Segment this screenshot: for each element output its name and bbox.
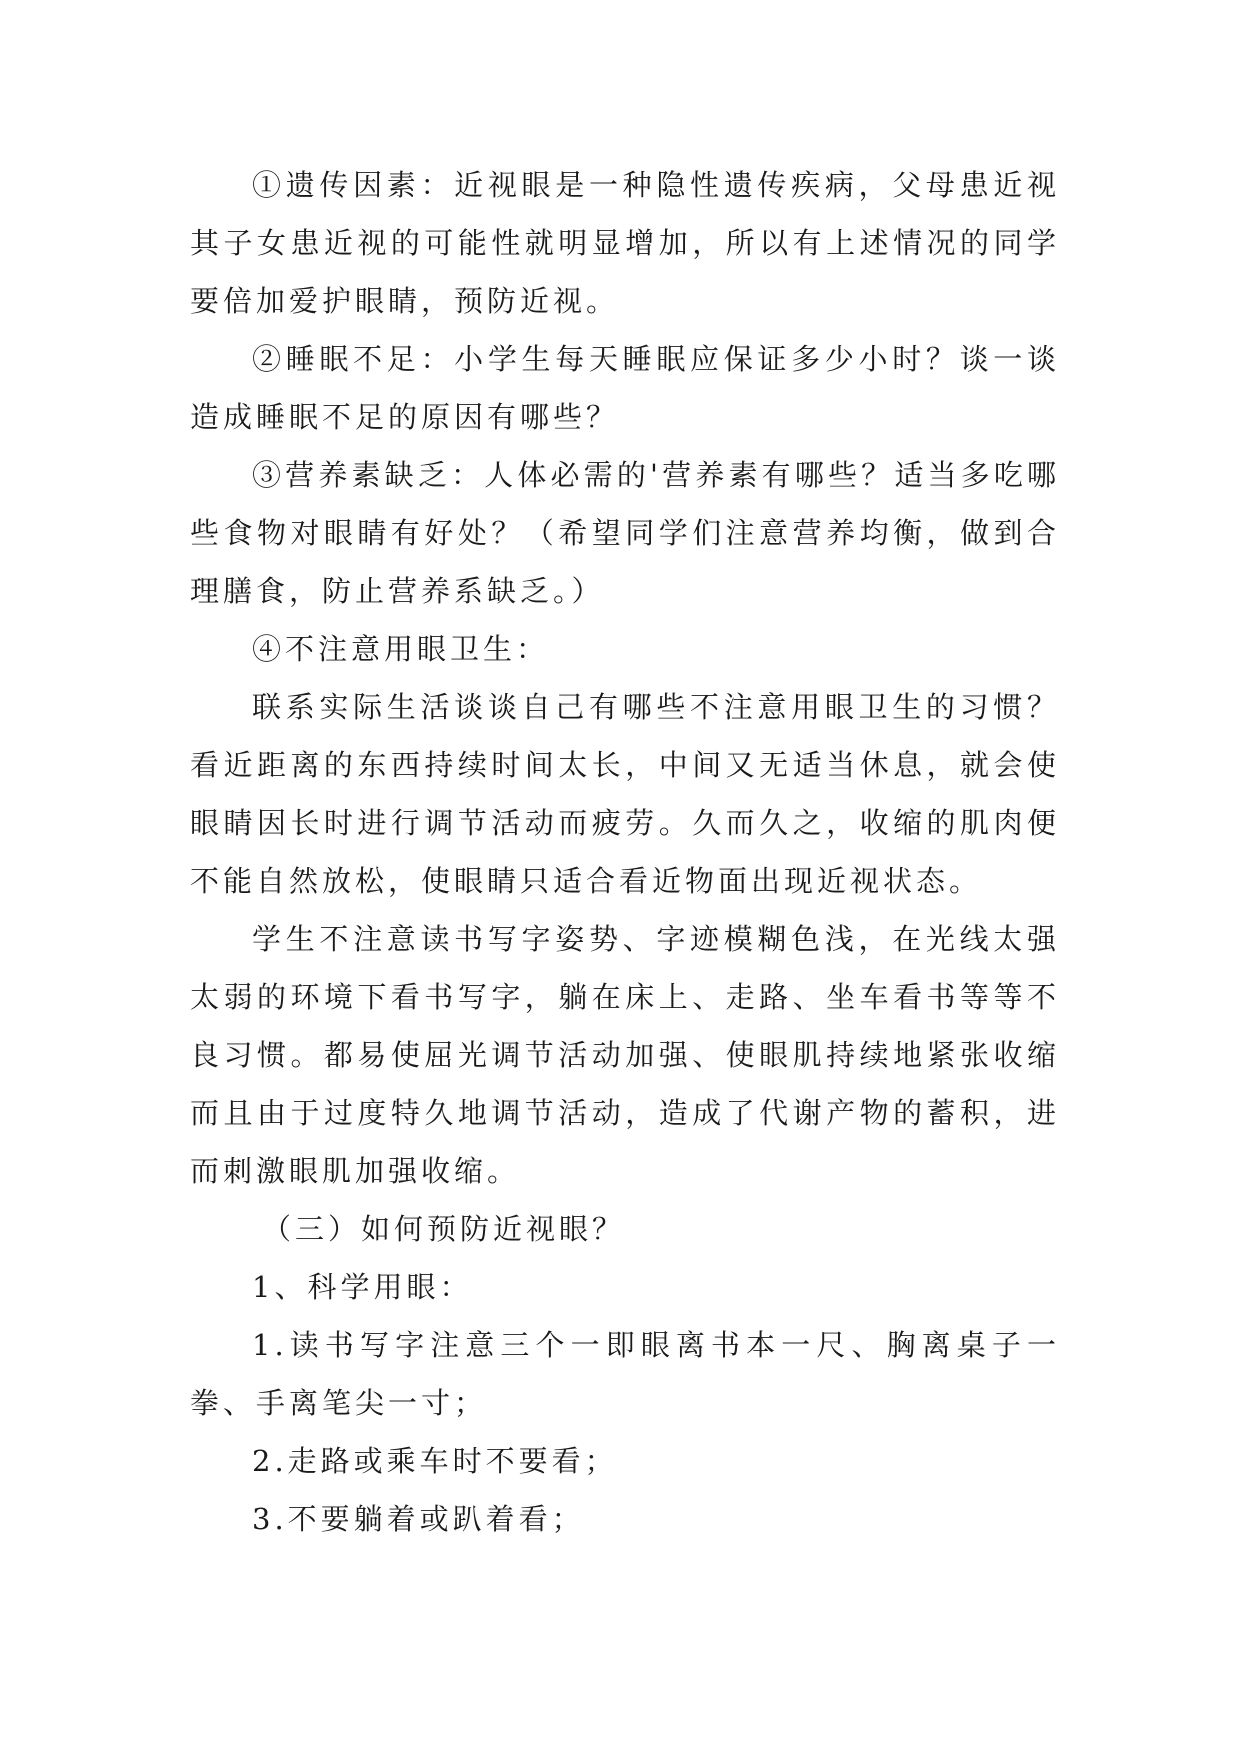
list-item-2: 2.走路或乘车时不要看； bbox=[252, 1444, 618, 1478]
paragraph-eye-hygiene-heading: ④不注意用眼卫生： bbox=[252, 632, 550, 666]
list-heading-scientific-eye-use: 1、科学用眼： bbox=[252, 1270, 473, 1304]
paragraph-heredity: ①遗传因素：近视眼是一种隐性遗传疾病，父母患近视其子女患近视的可能性就明显增加，所以有上述情况的同学要倍加爱护眼睛，预防近视。 bbox=[190, 168, 1060, 318]
paragraph-sleep: ②睡眠不足：小学生每天睡眠应保证多少小时？谈一谈造成睡眠不足的原因有哪些？ bbox=[190, 342, 1060, 434]
paragraph-student-habits: 学生不注意读书写字姿势、字迹模糊色浅，在光线太强太弱的环境下看书写字，躺在床上、走路、坐车看书等等不良习惯。都易使屈光调节活动加强、使眼肌持续地紧张收缩而且由于过度特久地调节活动，造成了代谢产物的蓄积，进而刺激眼肌加强收缩。 bbox=[190, 922, 1060, 1188]
document-body bbox=[190, 156, 1060, 1548]
list-item-1: 1.读书写字注意三个一即眼离书本一尺、胸离桌子一拳、手离笔尖一寸； bbox=[190, 1328, 1060, 1420]
paragraph-nutrition: ③营养素缺乏：人体必需的'营养素有哪些？适当多吃哪些食物对眼睛有好处？（希望同学们注意营养均衡，做到合理膳食，防止营养系缺乏。） bbox=[190, 458, 1060, 608]
section-heading-prevention: （三）如何预防近视眼？ bbox=[262, 1212, 626, 1246]
list-item-3: 3.不要躺着或趴着看； bbox=[252, 1502, 585, 1536]
paragraph-eye-hygiene-habits: 联系实际生活谈谈自己有哪些不注意用眼卫生的习惯？看近距离的东西持续时间太长，中间又无适当休息，就会使眼睛因长时进行调节活动而疲劳。久而久之，收缩的肌肉便不能自然放松，使眼睛只适合看近物面出现近视状态。 bbox=[190, 690, 1060, 898]
